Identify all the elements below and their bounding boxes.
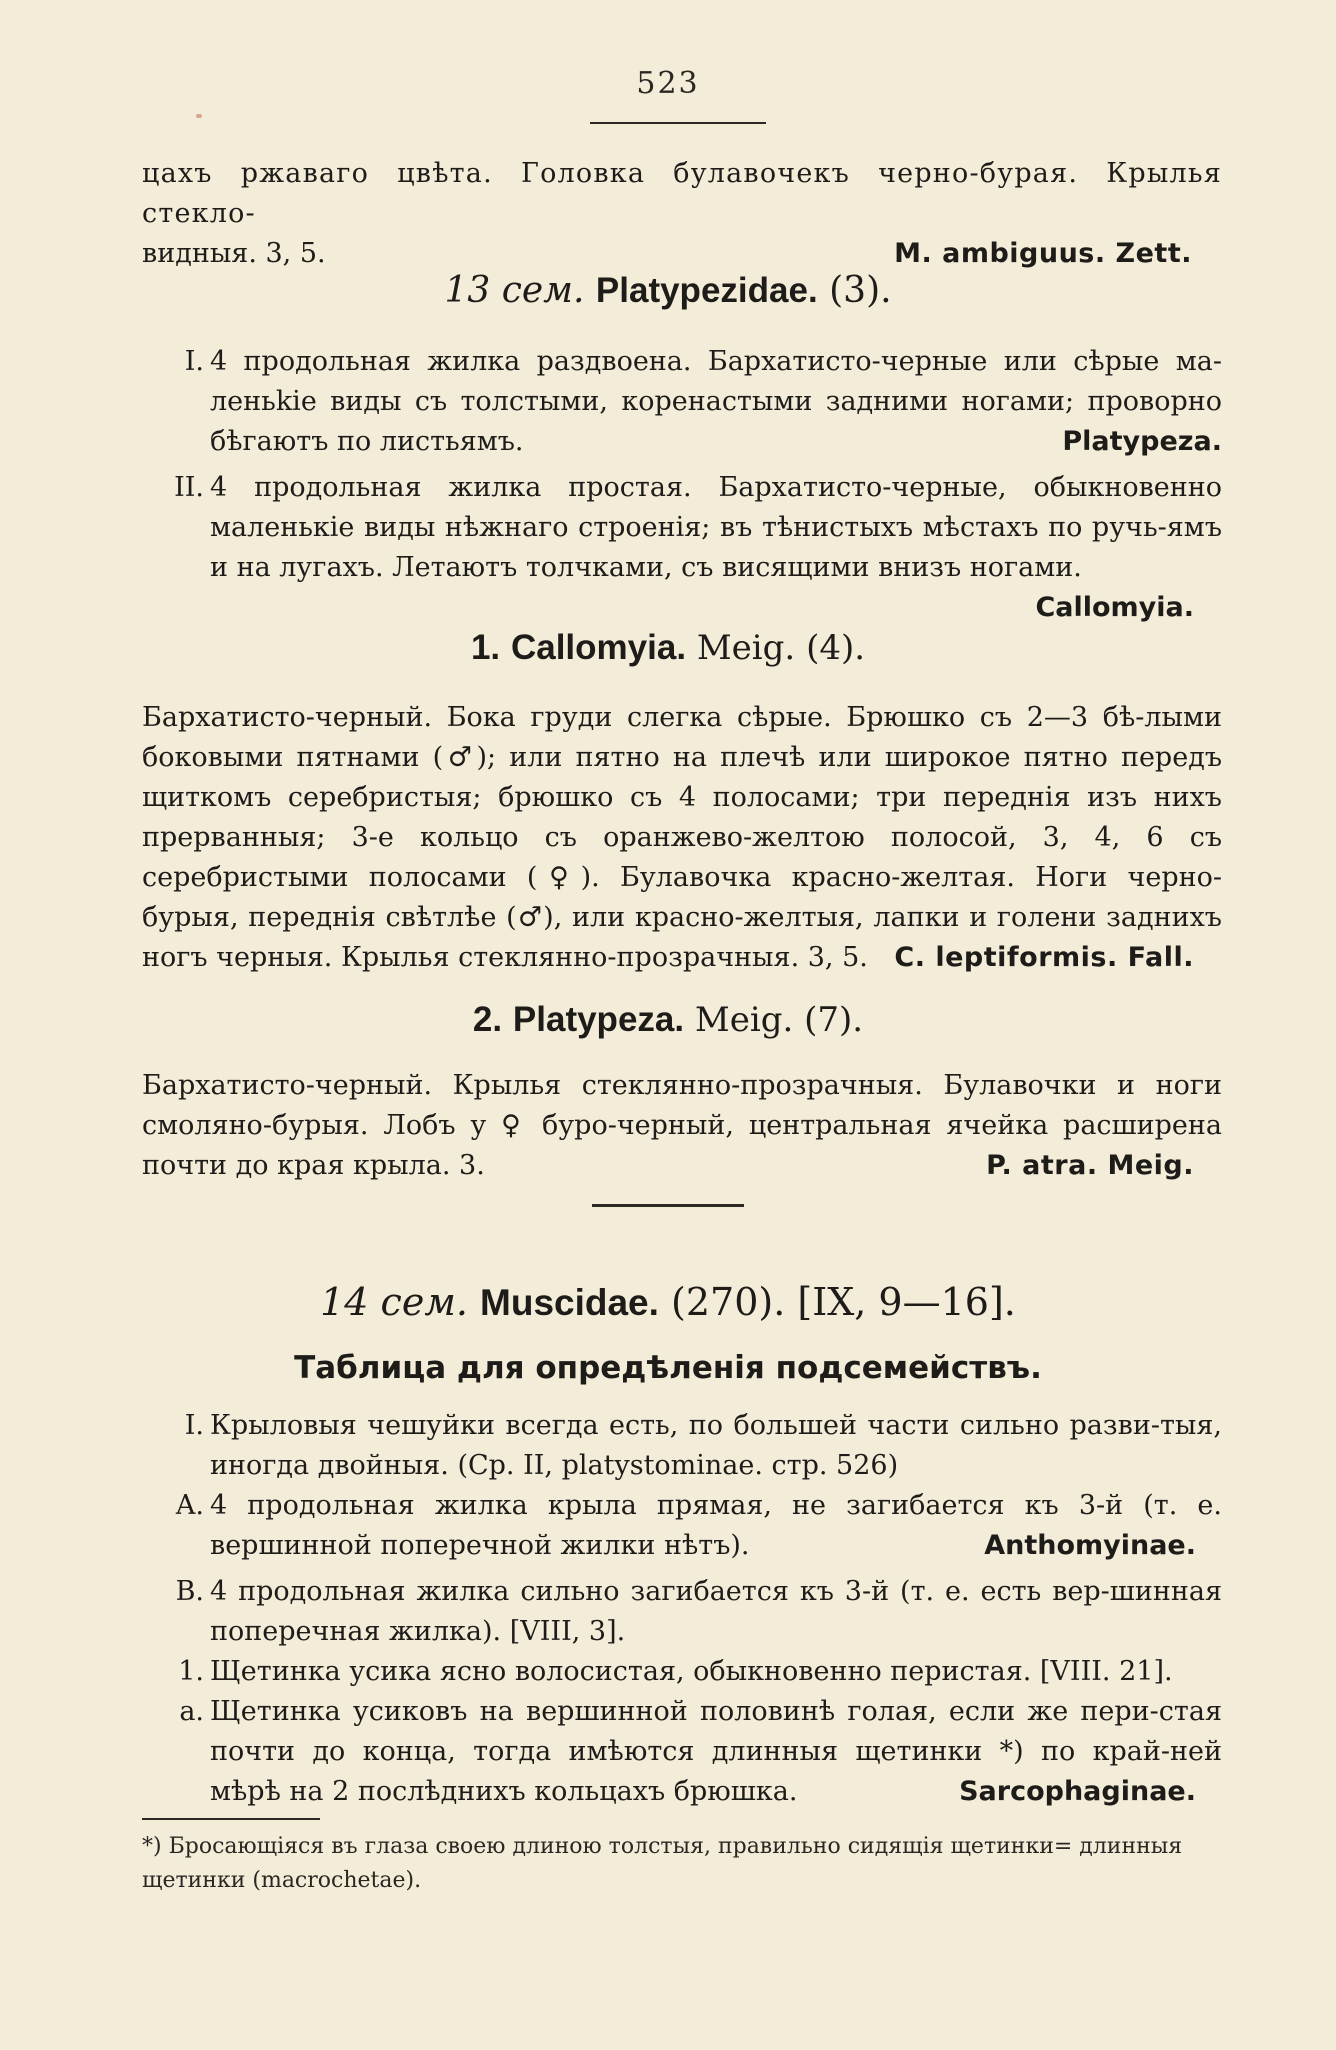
genus-2-description-text: Бархатисто-черный. Крылья стеклянно-прозрачныя. Булавочки и ноги смоляно-бурыя. Лобъ у ♀ буро-черный, центральная ячейка расширена почти до края крыла. 3.: [142, 1070, 1222, 1181]
intro-line-2-text: видныя. 3, 5.: [142, 238, 326, 269]
genus-1-species: C. leptiformis. Fall.: [894, 942, 1194, 973]
family-14-key: [148, 1406, 1222, 1812]
intro-species: M. ambiguus. Zett.: [894, 238, 1192, 269]
family-13-key: [148, 342, 1222, 628]
genus-2-author: Meig.: [694, 1000, 794, 1040]
family-14-heading: [0, 1280, 1336, 1324]
key-13-row-2: [148, 468, 1222, 628]
intro-paragraph: [142, 154, 1222, 274]
family-14-number: 14 сем.: [320, 1280, 468, 1324]
genus-2-name: Platypeza.: [512, 1000, 685, 1039]
key-14-row-1: [148, 1406, 1222, 1486]
key-14-row-3-text: 4 продольная жилка сильно загибается къ 3-й (т. е. есть вер-шинная поперечная жилка). [VIII, 3].: [210, 1576, 1222, 1647]
key-13-row-1-marker: I.: [184, 346, 204, 377]
key-14-row-1-text: Крыловыя чешуйки всегда есть, по большей части сильно разви-тыя, иногда двойныя. (Ср. II, platystominae. стр. 526): [210, 1410, 1222, 1481]
genus-1-name: Callomyia.: [510, 628, 687, 667]
key-14-row-2-marker: A.: [175, 1490, 204, 1521]
footnote: *) Бросающіяся въ глаза своею длиною толстыя, правильно сидящія щетинки= длинныя щетинки (macrochetae).: [142, 1834, 1183, 1893]
genus-2-count: (7).: [804, 1000, 864, 1040]
key-14-row-1-marker: I.: [184, 1410, 204, 1441]
genus-2-species: P. atra. Meig.: [986, 1150, 1194, 1181]
key-14-row-4-text: Щетинка усика ясно волосистая, обыкновенно перистая. [VIII. 21].: [210, 1656, 1173, 1687]
key-14-row-2-genus: Anthomyinae.: [984, 1530, 1196, 1561]
subfamily-table-title: Таблица для опредѣленія подсемействъ.: [294, 1350, 1042, 1386]
key-14-row-2: [148, 1486, 1222, 1566]
family-13-count: (3).: [829, 270, 892, 311]
key-14-row-5-genus: Sarcophaginae.: [959, 1776, 1196, 1807]
family-14-count: (270).: [671, 1280, 786, 1324]
genus-1-description-text: Бархатисто-черный. Бока груди слегка сѣрые. Брюшко съ 2—3 бѣ-лыми боковыми пятнами (♂); или пятно на плечѣ или широкое пятно передъ щиткомъ серебристыя; брюшко съ 4 полосами; три переднія изъ нихъ прерванныя; 3-е кольцо съ оранжево-желтою полосой, 3, 4, 6 съ серебристыми полосами (♀). Булавочка красно-желтая. Ноги черно-бурыя, переднія свѣтлѣе (♂), или красно-желтыя, лапки и голени заднихъ ногъ черныя. Крылья стеклянно-прозрачныя. 3, 5.: [142, 702, 1222, 973]
key-14-row-3-marker: B.: [175, 1576, 204, 1607]
key-13-row-2-genus: Callomyia.: [1035, 592, 1194, 623]
family-14-plate: [IX, 9—16].: [797, 1280, 1016, 1324]
family-14-name: Muscidae.: [480, 1282, 659, 1323]
key-13-row-2-text: 4 продольная жилка простая. Бархатисто-черные, обыкновенно маленькie виды нѣжнаго строенія; въ тѣнистыхъ мѣстахъ по ручь-ямъ и на лугахъ. Летаютъ толчками, съ висящими внизъ ногами.: [210, 472, 1222, 583]
genus-1-number: 1.: [470, 628, 501, 667]
family-13-number: 13 сем.: [444, 270, 585, 311]
genus-2-heading: [0, 1000, 1336, 1040]
key-14-row-5: [148, 1692, 1222, 1812]
key-14-row-4: [148, 1652, 1222, 1692]
key-13-row-2-marker: II.: [174, 472, 204, 503]
footnote-rule: [142, 1818, 320, 1820]
key-14-row-3: [148, 1572, 1222, 1652]
genus-2-number: 2.: [472, 1000, 503, 1039]
section-rule: [592, 1204, 744, 1207]
intro-line-2: [142, 234, 1222, 274]
page-number: 523: [636, 66, 700, 101]
key-13-row-1: [148, 342, 1222, 462]
ink-spot: [196, 114, 202, 118]
genus-2-description: [142, 1066, 1222, 1186]
genus-1-heading: [0, 628, 1336, 668]
key-13-row-1-text: 4 продольная жилка раздвоена. Бархатисто-черные или сѣрые ма-леньkie виды съ толстыми, коренастыми задними ногами; проворно бѣгаютъ по листьямъ.: [210, 346, 1222, 457]
family-13-name: Platypezidae.: [595, 271, 818, 310]
key-14-row-5-text: Щетинка усиковъ на вершинной половинѣ голая, если же пери-стая почти до конца, тогда имѣются длинныя щетинки *) по край-ней мѣрѣ на 2 послѣднихъ кольцахъ брюшка.: [210, 1696, 1222, 1807]
key-14-row-2-text: 4 продольная жилка крыла прямая, не загибается къ 3-й (т. е. вершинной поперечной жилки нѣтъ).: [210, 1490, 1222, 1561]
genus-1-count: (4).: [806, 628, 866, 668]
header-rule: [590, 122, 766, 124]
family-13-heading: [0, 270, 1336, 311]
genus-1-description: [142, 698, 1222, 978]
intro-line-1: цахъ ржаваго цвѣта. Головка булавочекъ черно-бурая. Крылья стекло-: [142, 158, 1222, 229]
key-14-row-4-marker: 1.: [178, 1656, 204, 1687]
genus-1-author: Meig.: [696, 628, 796, 668]
key-13-row-1-genus: Platypeza.: [1062, 426, 1222, 457]
key-14-row-5-marker: a.: [179, 1696, 204, 1727]
